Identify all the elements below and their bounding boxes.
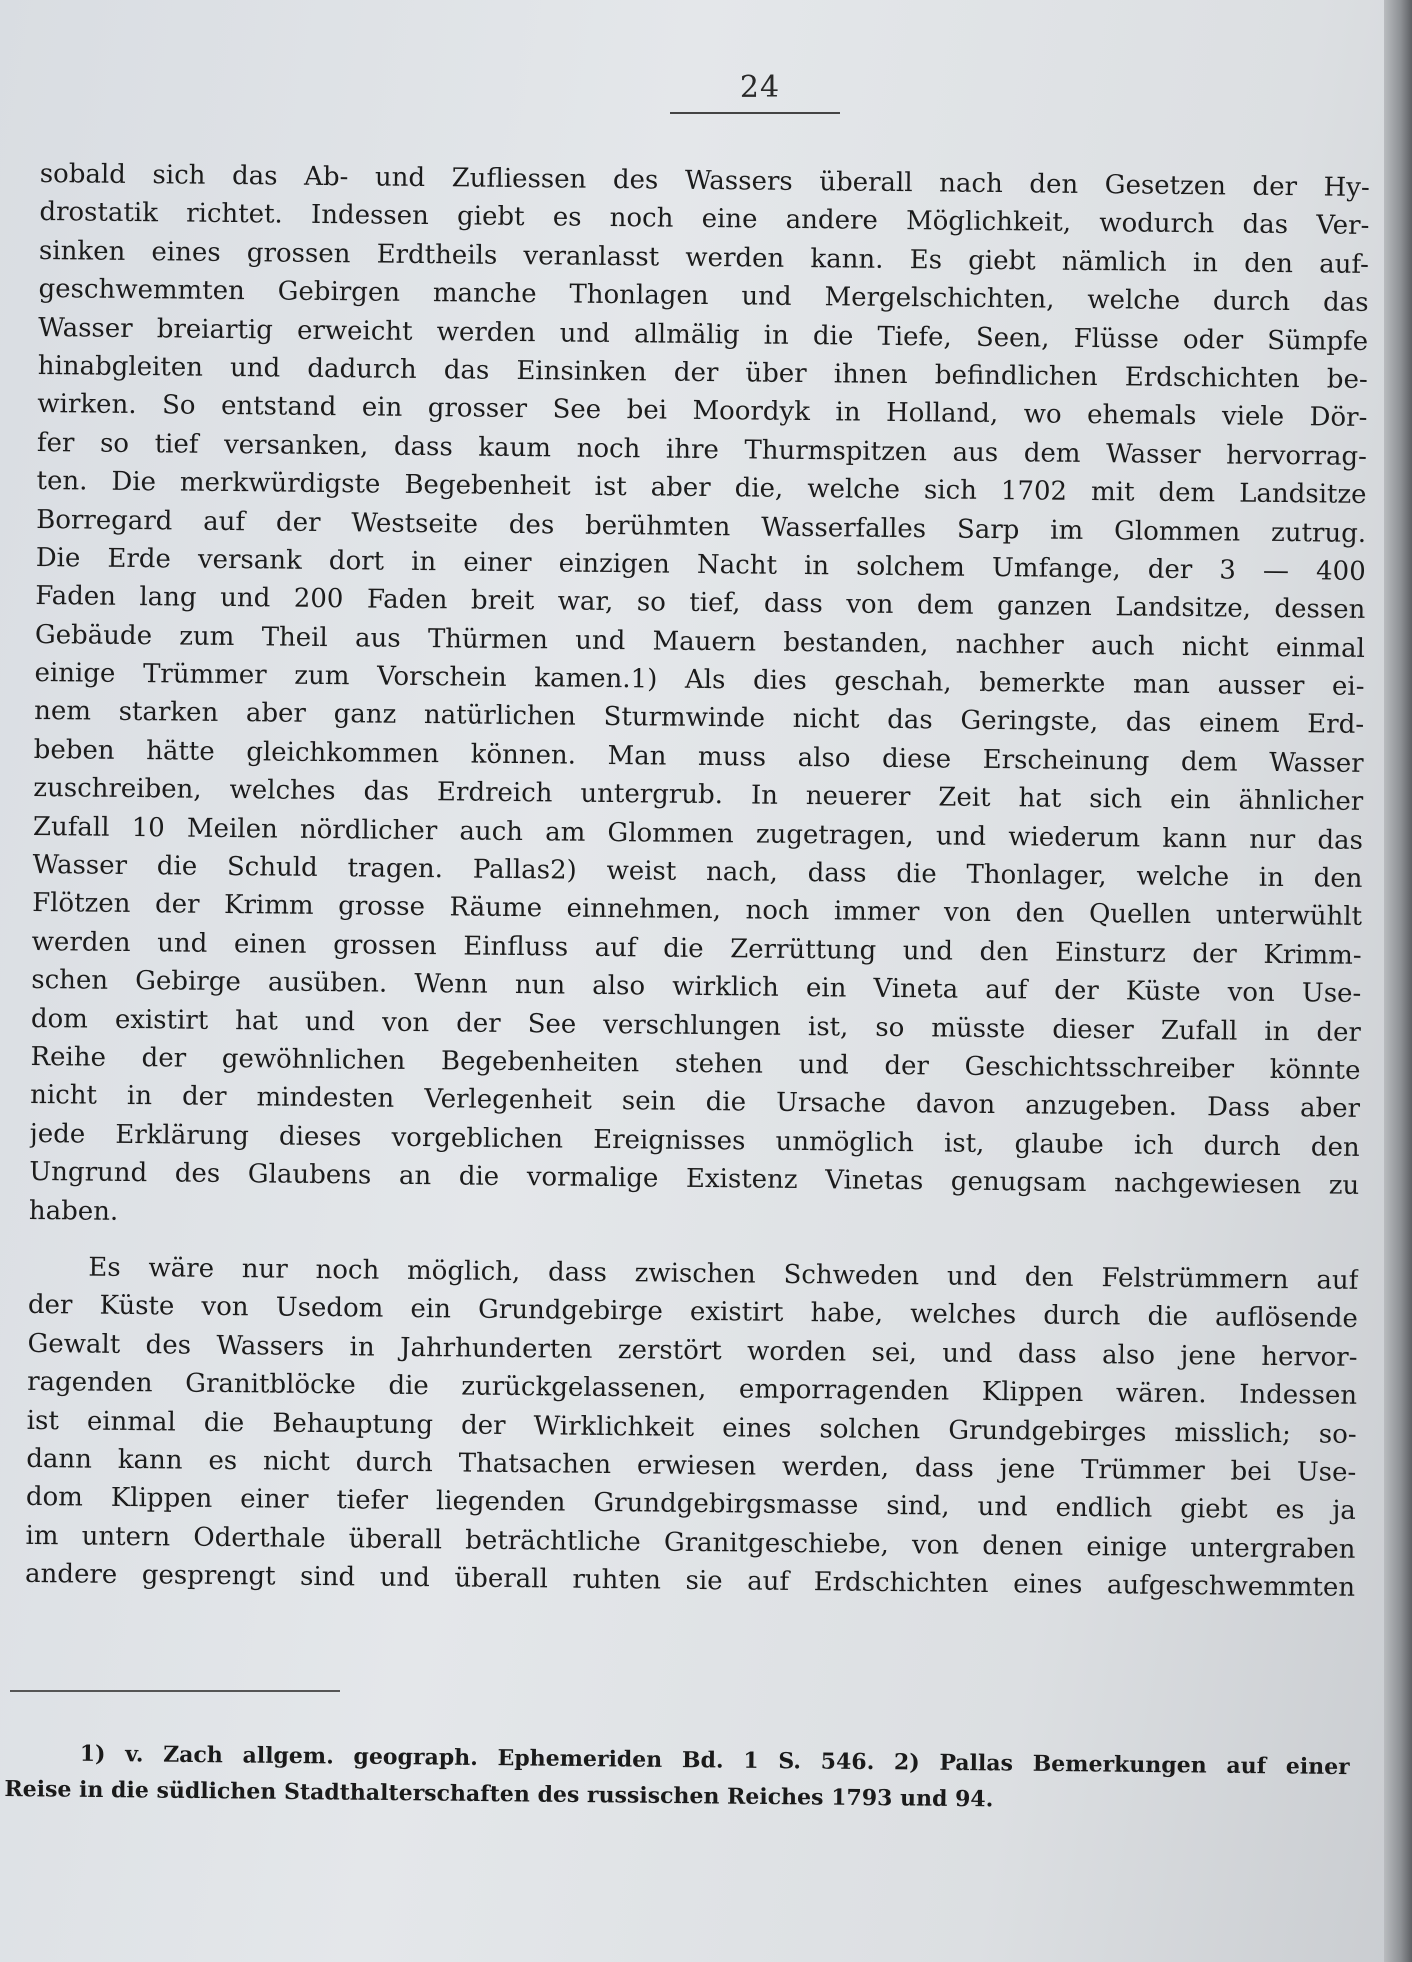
footnote-rule	[10, 1690, 340, 1692]
text-line: ten. Die merkwürdigste Begebenheit ist aber die, welche sich 1702 mit dem Landsitze	[36, 466, 1367, 511]
text-line: ist einmal die Behauptung der Wirklichkeit eines solchen Grundgebirges misslich; so-	[26, 1405, 1357, 1450]
page-edge-shadow	[1384, 0, 1412, 1962]
text-line: dom existirt hat und von der See verschlungen ist, so müsste dieser Zufall in der	[30, 1003, 1362, 1048]
text-line: werden und einen grossen Einfluss auf die Zerrüttung und den Einsturz der Krimm-	[31, 926, 1362, 971]
page-number: 24	[739, 70, 781, 105]
text-line: andere gesprengt sind und überall ruhten sie auf Erdschichten eines aufgeschwemmten	[24, 1558, 1356, 1603]
text-line: im untern Oderthale überall beträchtliche Granitgeschiebe, von denen einige untergraben	[25, 1520, 1356, 1565]
text-line: zuschreiben, welches das Erdreich untergrub. In neuerer Zeit hat sich ein ähnlicher	[33, 773, 1364, 818]
text-line: wirken. So entstand ein grosser See bei Moordyk in Holland, wo ehemals viele Dör-	[37, 389, 1368, 434]
text-line: dom Klippen einer tiefer liegenden Grundgebirgsmasse sind, und endlich giebt es ja	[25, 1482, 1357, 1527]
text-line: Wasser breiartig erweicht werden und allmälig in die Tiefe, Seen, Flüsse oder Sümpfe	[38, 312, 1369, 357]
footnote-line: Reise in die südlichen Stadthalterschaften des russischen Reiches 1793 und 94.	[4, 1775, 994, 1813]
text-line: geschwemmten Gebirgen manche Thonlagen und Mergelschichten, welche durch das	[38, 274, 1369, 319]
text-line: Wasser die Schuld tragen. Pallas2) weist nach, dass die Thonlager, welche in den	[32, 849, 1363, 894]
header-rule	[670, 112, 840, 114]
text-line: Die Erde versank dort in einer einzigen Nacht in solchem Umfange, der 3 — 400	[35, 542, 1366, 587]
text-line: Zufall 10 Meilen nördlicher auch am Glommen zugetragen, und wiederum kann nur das	[32, 811, 1364, 856]
text-line: drostatik richtet. Indessen giebt es noch eine andere Möglichkeit, wodurch das Ver-	[39, 197, 1370, 242]
body-text	[25, 155, 1370, 1607]
text-line: Reihe der gewöhnlichen Begebenheiten stehen und der Geschichtsschreiber könnte	[30, 1041, 1361, 1086]
footnote-line: 1) v. Zach allgem. geograph. Ephemeriden Bd. 1 S. 546. 2) Pallas Bemerkungen auf einer	[79, 1740, 1350, 1781]
text-line: Borregard auf der Westseite des berühmten Wasserfalles Sarp im Glommen zutrug.	[36, 504, 1367, 549]
text-line: Es wäre nur noch möglich, dass zwischen Schweden und den Felstrümmern auf	[88, 1252, 1359, 1296]
text-line: sinken eines grossen Erdtheils veranlasst werden kann. Es giebt nämlich in den auf-	[38, 235, 1370, 280]
text-line: einige Trümmer zum Vorschein kamen.1) Als dies geschah, bemerkte man ausser ei-	[34, 658, 1365, 702]
text-line: nicht in der mindesten Verlegenheit sein die Ursache davon anzugeben. Dass aber	[29, 1080, 1361, 1125]
text-line: Flötzen der Krimm grosse Räume einnehmen, noch immer von den Quellen unterwühlt	[32, 888, 1363, 933]
text-line: nem starken aber ganz natürlichen Sturmwinde nicht das Geringste, das einem Erd-	[34, 696, 1365, 741]
text-line: jede Erklärung dieses vorgeblichen Ereignisses unmöglich ist, glaube ich durch den	[29, 1118, 1360, 1163]
footnotes	[4, 1735, 1350, 1821]
text-line: haben.	[28, 1195, 119, 1227]
text-line: Ungrund des Glaubens an die vormalige Existenz Vinetas genugsam nachgewiesen zu	[29, 1157, 1360, 1202]
text-line: ragenden Granitblöcke die zurückgelassenen, emporragenden Klippen wären. Indessen	[26, 1367, 1358, 1411]
text-line: Gebäude zum Theil aus Thürmen und Mauern bestanden, nachher auch nicht einmal	[34, 619, 1366, 664]
text-line: Faden lang und 200 Faden breit war, so tief, dass von dem ganzen Landsitze, dessen	[35, 581, 1366, 626]
text-line: dann kann es nicht durch Thatsachen erwiesen werden, dass jene Trümmer bei Use-	[26, 1443, 1357, 1488]
text-line: sobald sich das Ab- und Zufliessen des Wassers überall nach den Gesetzen der Hy-	[39, 158, 1370, 203]
text-line: schen Gebirge ausüben. Wenn nun also wirklich ein Vineta auf der Küste von Use-	[31, 965, 1362, 1010]
text-line: fer so tief versanken, dass kaum noch ihre Thurmspitzen aus dem Wasser hervorrag-	[36, 427, 1368, 472]
text-line: hinabgleiten und dadurch das Einsinken der über ihnen befindlichen Erdschichten be-	[37, 350, 1368, 395]
text-line: der Küste von Usedom ein Grundgebirge existirt habe, welches durch die auflösende	[27, 1290, 1359, 1335]
text-line: Gewalt des Wassers in Jahrhunderten zerstört worden sei, und dass also jene hervor-	[27, 1328, 1358, 1373]
text-line: beben hätte gleichkommen können. Man muss also diese Erscheinung dem Wasser	[33, 734, 1364, 779]
